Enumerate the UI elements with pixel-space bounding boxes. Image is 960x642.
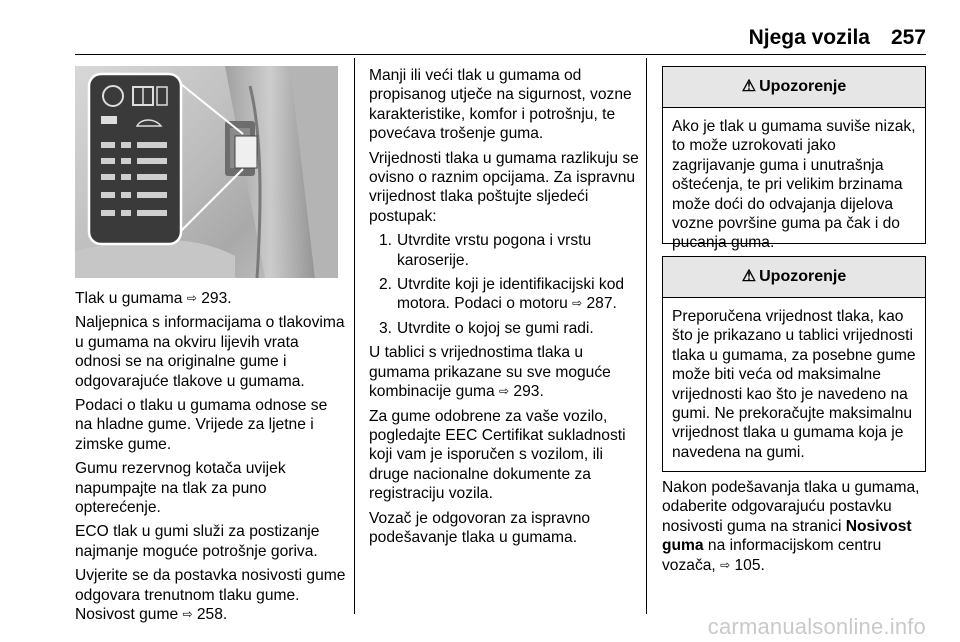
tyre-pressure-label-photo xyxy=(75,66,338,278)
page-ref[interactable]: 293. xyxy=(513,383,544,401)
column-divider xyxy=(646,58,647,614)
label-contents xyxy=(97,82,175,238)
paragraph xyxy=(662,478,932,575)
list-number: 3. xyxy=(379,319,393,337)
list-item xyxy=(369,231,641,270)
page-ref-arrow-icon: ⇨ xyxy=(499,384,510,399)
page-ref[interactable]: 293. xyxy=(201,290,232,307)
page-ref-arrow-icon: ⇨ xyxy=(186,291,197,305)
car-icon xyxy=(137,120,161,126)
text: Nakon podešavanja tlaka u gumama, odaberite odgovarajuću postavku nosivosti guma na stranici xyxy=(662,479,920,535)
paragraph: Vozač je odgovoran za ispravno podešavanje tlaka u gumama. xyxy=(369,509,591,546)
list-text: Utvrdite vrstu pogona i vrstu karoserije. xyxy=(397,232,592,269)
list-item xyxy=(369,275,641,314)
page-ref-arrow-icon: ⇨ xyxy=(182,607,193,622)
text: Uvjerite se da postavka nosivosti gume odgovara trenutnom tlaku gume. Nosivost gume xyxy=(75,567,346,624)
page-ref-arrow-icon: ⇨ xyxy=(720,557,731,572)
tyre-pressure-icon xyxy=(103,86,123,106)
tyre-pressure-label xyxy=(97,82,175,238)
text: Tlak u gumama xyxy=(75,290,187,307)
warning-triangle-icon: ⚠ xyxy=(741,268,757,285)
paragraph: Gumu rezervnog kotača uvijek napumpajte na tlak za puno opterećenje. xyxy=(75,460,286,517)
procedure-list xyxy=(369,231,641,338)
paragraph xyxy=(75,289,347,308)
paragraph: Za gume odobrene za vaše vozilo, pogledajte EEC Certifikat sukladnosti koji vam je isporučen s vozilom, ili druge nacionalne dokumente za registraciju vozila. xyxy=(369,407,626,503)
list-number: 2. xyxy=(379,276,393,294)
warning-text: Preporučena vrijednost tlaka, kao što je prikazano u tablici vrijednosti tlaka u gumama, za posebne gume može biti veća od maksimalne vrijednosti kao što je navedeno na gumi. Ne prekoračujte maksimalnu vrijednost tlaka u gumama koja je navedena na gumi. xyxy=(672,308,916,461)
column-2 xyxy=(369,66,641,552)
text: na informacijskom centru vozača, xyxy=(662,537,882,574)
paragraph: Vrijednosti tlaka u gumama razlikuju se ovisno o raznim opcijama. Za ispravnu vrijednost tlaka poštujte sljedeći postupak: xyxy=(369,149,639,225)
paragraph: ECO tlak u gumi služi za postizanje najmanje moguće potrošnje goriva. xyxy=(75,523,320,560)
warning-header xyxy=(663,257,925,298)
header-title: Njega vozila xyxy=(748,26,870,49)
paragraph xyxy=(75,566,347,624)
column-1 xyxy=(75,289,347,630)
watermark: carmanualsonline.info xyxy=(707,614,926,639)
column-divider xyxy=(354,58,355,614)
paragraph: Podaci o tlaku u gumama odnose se na hladne gume. Vrijede za ljetne i zimske gume. xyxy=(75,397,328,453)
warning-title: Upozorenje xyxy=(759,78,847,95)
paragraph xyxy=(369,343,641,401)
page-number: 257 xyxy=(890,26,926,49)
column-3 xyxy=(662,478,932,580)
warning-box xyxy=(662,256,926,472)
paragraph: Naljepnica s informacijama o tlakovima u gumama na okviru lijevih vrata odnosi se na originalne gume i odgovarajuće tlakove u gumama. xyxy=(75,314,345,390)
warning-triangle-icon: ⚠ xyxy=(741,78,757,95)
warning-text: Ako je tlak u gumama suviše nizak, to može uzrokovati jako zagrijavanje guma i unutrašnja oštećenja, te pri velikim brzinama može doći do odvajanja dijelova vozne površine guma pa čak i do pucanja guma. xyxy=(672,118,916,252)
warning-header xyxy=(663,67,925,108)
list-text: Utvrdite koji je identifikacijski kod motora. Podaci o motoru xyxy=(397,276,625,313)
paragraph: Manji ili veći tlak u gumama od propisanog utječe na sigurnost, vozne karakteristike, komfor i potrošnju, te povećava trošenje guma. xyxy=(369,67,632,143)
text: U tablici s vrijednostima tlaka u gumama prikazane su sve moguće kombinacije guma xyxy=(369,344,611,401)
header-rule xyxy=(75,54,926,55)
page-ref[interactable]: 287. xyxy=(586,295,617,313)
page-ref-arrow-icon: ⇨ xyxy=(572,296,583,311)
page-ref[interactable]: 258. xyxy=(196,606,228,624)
menu-name: Nosivost guma xyxy=(662,517,912,555)
warning-box xyxy=(662,66,926,252)
list-number: 1. xyxy=(379,232,393,250)
list-text: Utvrdite o kojoj se gumi radi. xyxy=(397,319,594,337)
list-item xyxy=(369,319,641,338)
page-ref[interactable]: 105. xyxy=(734,556,765,574)
warning-title: Upozorenje xyxy=(759,268,847,285)
